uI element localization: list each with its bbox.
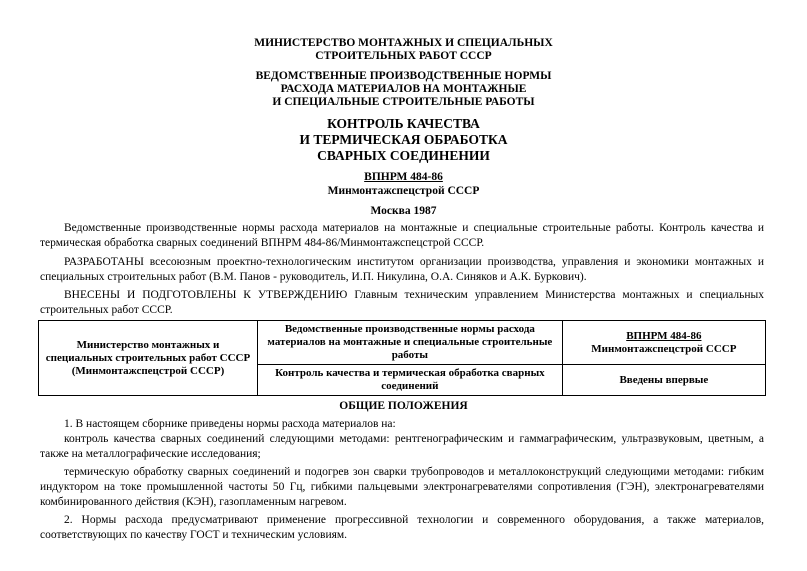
general-heading: ОБЩИЕ ПОЛОЖЕНИЯ: [339, 400, 468, 412]
info-table-ministry-cell: Министерство монтажных и специальных строительных работ СССР (Минмонтажспецстрой СССР): [39, 321, 258, 396]
info-table-code-cell: [562, 321, 765, 365]
city-year: Москва 1987: [370, 205, 437, 217]
document-code-text: ВПНРМ 484-86: [364, 171, 443, 183]
title-line-3: СВАРНЫХ СОЕДИНЕНИИ: [317, 148, 490, 163]
title-line-2: И ТЕРМИЧЕСКАЯ ОБРАБОТКА: [299, 132, 508, 147]
ministry-line-2: СТРОИТЕЛЬНЫХ РАБОТ СССР: [315, 50, 492, 62]
general-paragraph-4: 2. Нормы расхода предусматривают применение прогрессивной технологии и современного оборудования, а также материалов, соответствующих по качеству ГОСТ и техническим условиям.: [40, 514, 764, 541]
publisher: Минмонтажспецстрой СССР: [327, 185, 480, 197]
info-table-norms-cell: Ведомственные производственные нормы расхода материалов на монтажные и специальные строительные работы: [258, 321, 563, 365]
info-table-status-cell: Введены впервые: [562, 365, 765, 396]
general-paragraph-2: контроль качества сварных соединений следующими методами: рентгенографическим и гаммаграфическим, ультразвуковым, цветным, а также на металлографические исследования;: [40, 433, 764, 460]
document-code: [0, 171, 807, 184]
intro-paragraph-1: Ведомственные производственные нормы расхода материалов на монтажные и специальные строительные работы. Контроль качества и термическая обработка сварных соединений ВПНРМ 484-86/Минмонтажспецстрой СССР.: [40, 222, 764, 249]
norms-line-1: ВЕДОМСТВЕННЫЕ ПРОИЗВОДСТВЕННЫЕ НОРМЫ: [255, 70, 552, 82]
norms-line-3: И СПЕЦИАЛЬНЫЕ СТРОИТЕЛЬНЫЕ РАБОТЫ: [272, 96, 535, 108]
info-table-code: ВПНРМ 484-86: [626, 329, 702, 342]
info-table-subject-cell: Контроль качества и термическая обработка сварных соединений: [258, 365, 563, 396]
general-paragraph-3: термическую обработку сварных соединений и подогрев зон сварки трубопроводов и металлоконструкций следующими методами: гибким индуктором на токе промышленной частоты 50 Гц, гибкими пальцевыми электронагревателями сопротивления (ГЭН), электронагревателями комбинированного действия (КЭН), газопламенным нагревом.: [40, 466, 764, 508]
general-paragraph-1: 1. В настоящем сборнике приведены нормы расхода материалов на:: [64, 418, 396, 430]
norms-line-2: РАСХОДА МАТЕРИАЛОВ НА МОНТАЖНЫЕ: [280, 83, 527, 95]
ministry-line-1: МИНИСТЕРСТВО МОНТАЖНЫХ И СПЕЦИАЛЬНЫХ: [254, 37, 553, 49]
intro-paragraph-2: РАЗРАБОТАНЫ всесоюзным проектно-технологическим институтом организации производства, управления и экономики монтажных и специальных строительных работ (В.М. Панов - руководитель, И.П. Никулина, О.А. Синяков и А.К. Буркович).: [40, 256, 764, 283]
intro-paragraph-3: ВНЕСЕНЫ И ПОДГОТОВЛЕНЫ К УТВЕРЖДЕНИЮ Главным техническим управлением Министерства монтажных и специальных строительных работ СССР.: [40, 289, 764, 316]
title-line-1: КОНТРОЛЬ КАЧЕСТВА: [327, 116, 480, 131]
info-table-publisher: Минмонтажспецстрой СССР: [591, 342, 737, 355]
info-table: [38, 320, 766, 396]
